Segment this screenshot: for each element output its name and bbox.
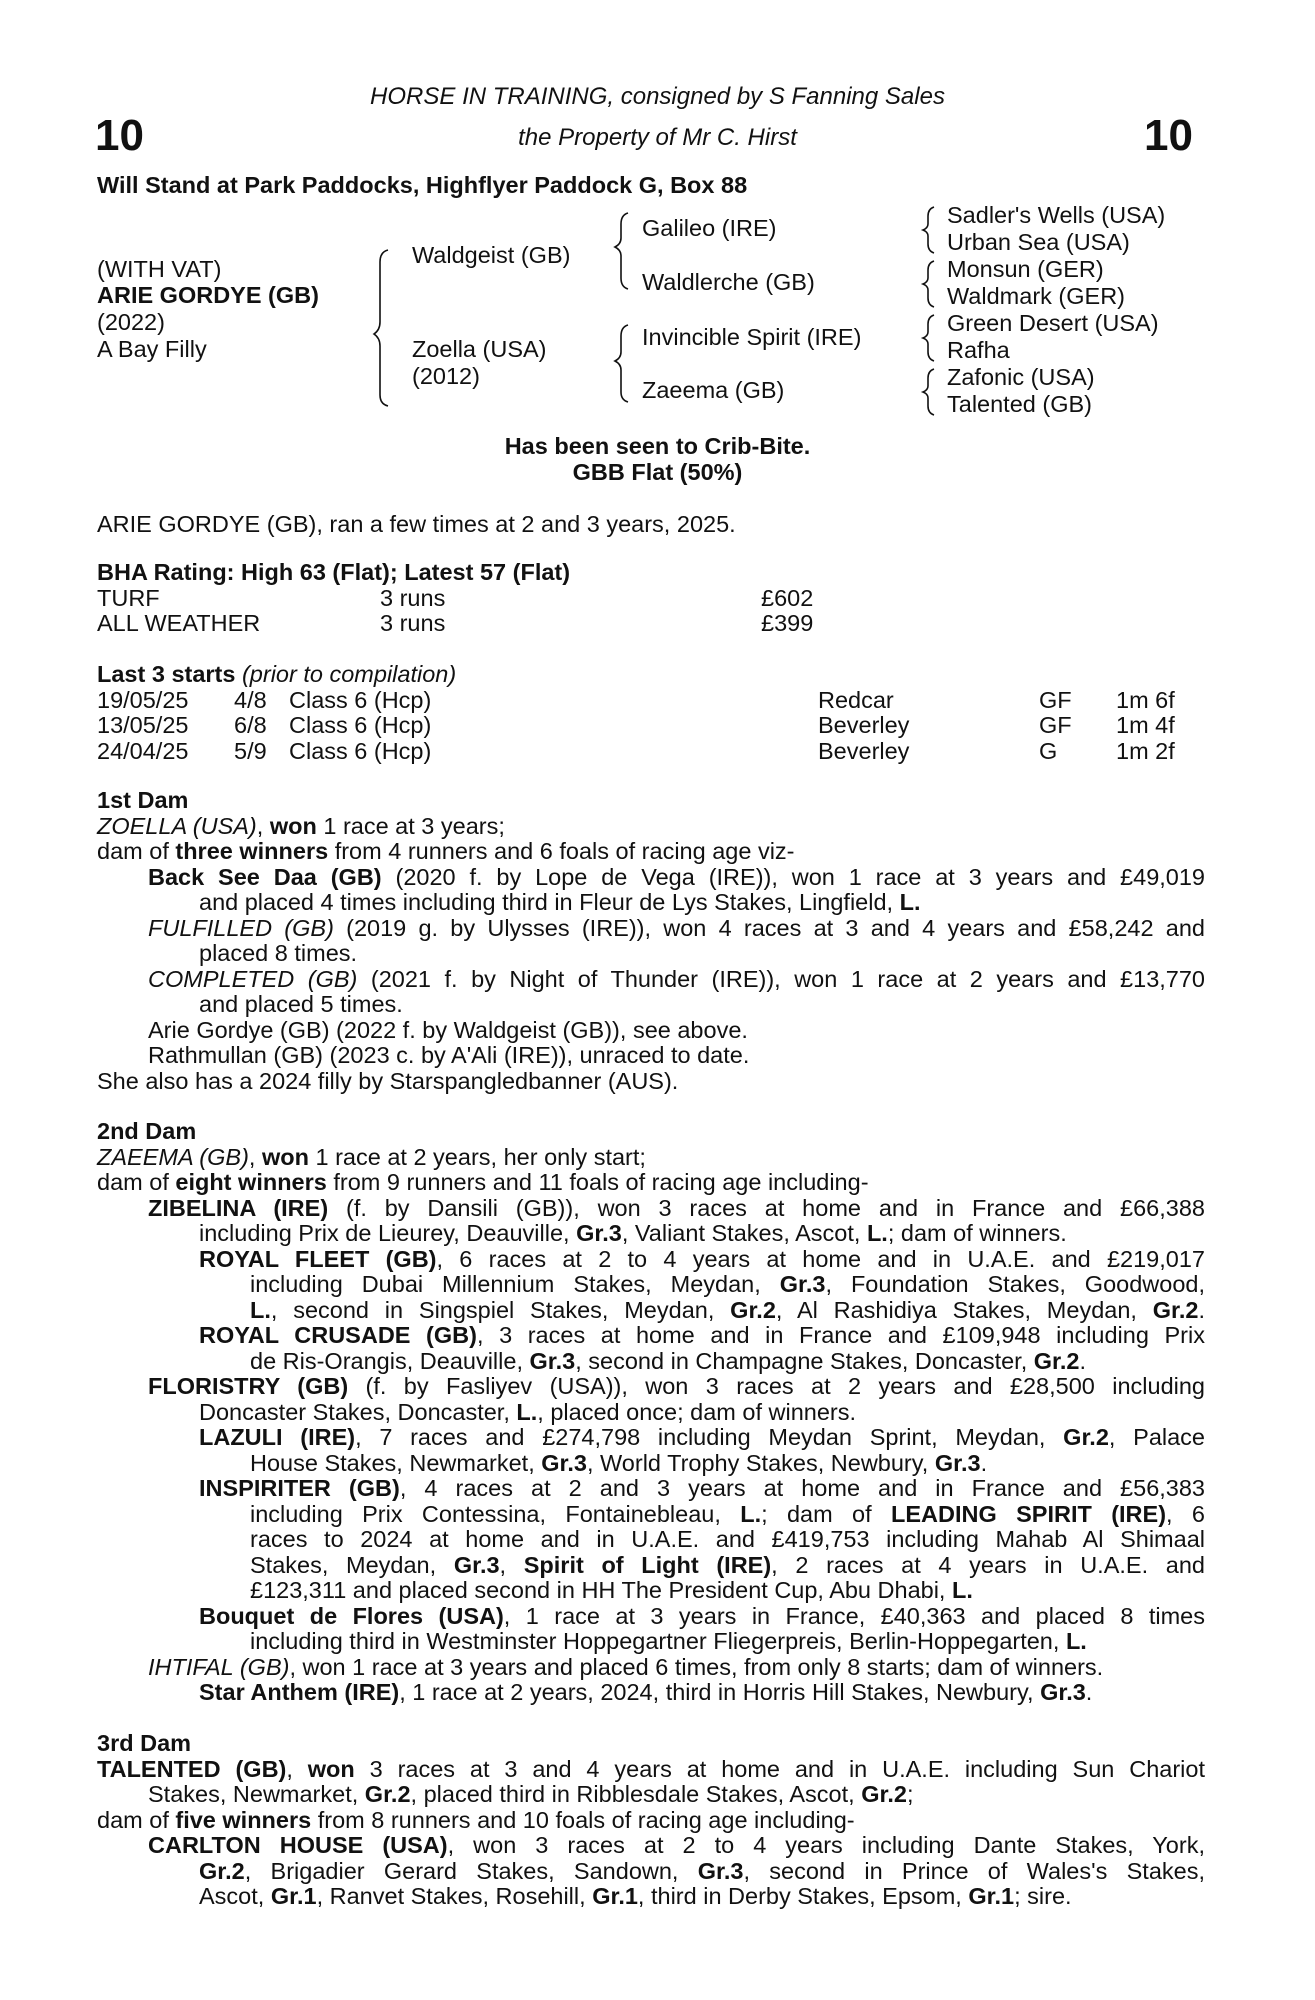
- ancestor-4: Waldmark (GER): [947, 283, 1125, 309]
- progeny-1-text-2: and placed 4 times including third in Fleur de Lys Stakes, Lingfield,: [199, 889, 900, 915]
- inspiriter-text-1: , 4 races at 2 and 3 years at home and in France and £56,383: [399, 1475, 1206, 1501]
- lazuli-text-2e: .: [980, 1449, 988, 1476]
- carlton-text-2b: , Brigadier Gerard Stakes, Sandown,: [244, 1857, 698, 1884]
- bouquet-text-1: , 1 race at 3 years in France, £40,363 and placed 8 times: [503, 1602, 1205, 1629]
- start-dist-2: 1m 4f: [1116, 712, 1175, 738]
- third-dam-heading: 3rd Dam: [97, 1730, 192, 1756]
- start-going-2: GF: [1039, 712, 1072, 738]
- first-dam-record: 1 race at 3 years;: [316, 812, 505, 839]
- floristry-text-2a: Doncaster Stakes, Doncaster,: [199, 1398, 517, 1425]
- lazuli-text-1c: , Palace: [1108, 1424, 1205, 1450]
- start-class-1: Class 6 (Hcp): [289, 687, 432, 713]
- lazuli-grade-1: Gr.2: [1063, 1424, 1109, 1450]
- star-anthem-grade: Gr.3: [1040, 1679, 1086, 1705]
- spirit-of-light-name: Spirit of Light (IRE): [523, 1551, 772, 1578]
- crib-note: Has been seen to Crib-Bite.: [504, 433, 811, 459]
- lazuli-grade-2: Gr.3: [541, 1449, 587, 1476]
- start-date-1: 19/05/25: [97, 687, 189, 713]
- progeny-1-name: Back See Daa (GB): [148, 863, 382, 890]
- third-dam-foals: from 8 runners and 10 foals of racing age including-: [311, 1806, 855, 1833]
- royal-fleet-line-3: [97, 1298, 1205, 1324]
- ancestor-3: Monsun (GER): [947, 256, 1104, 282]
- start-date-3: 24/04/25: [97, 738, 189, 764]
- inspiriter-text-3: races to 2024 at home and in U.A.E. and £419,753 including Mahab Al Shimaal: [250, 1526, 1205, 1552]
- lazuli-text-2c: , World Trophy Stakes, Newbury,: [586, 1449, 935, 1476]
- ancestor-5: Green Desert (USA): [947, 310, 1159, 336]
- royal-fleet-line-2: [97, 1272, 1205, 1298]
- second-dam-record: 1 race at 2 years, her only start;: [308, 1143, 646, 1170]
- carlton-line-1: [97, 1833, 1205, 1859]
- ihtifal-name: IHTIFAL (GB): [148, 1653, 290, 1680]
- second-dam-heading: 2nd Dam: [97, 1118, 197, 1144]
- zibelina-text-2e: ; dam of winners.: [887, 1220, 1067, 1246]
- carlton-grade-3: Gr.1: [270, 1883, 317, 1909]
- royal-crusade-grade-1: Gr.3: [529, 1347, 576, 1374]
- inspiriter-grade-3: L.: [952, 1577, 973, 1603]
- royal-fleet-name: ROYAL FLEET (GB): [199, 1245, 437, 1272]
- carlton-text-1: , won 3 races at 2 to 4 years including Dante Stakes, York,: [447, 1832, 1205, 1858]
- royal-crusade-grade-2: Gr.2: [1033, 1347, 1080, 1374]
- second-dam-name: ZAEEMA (GB): [97, 1143, 249, 1170]
- inspiriter-text-5a: £123,311 and placed second in HH The President Cup, Abu Dhabi,: [250, 1577, 952, 1603]
- inspiriter-line-1: [97, 1476, 1205, 1502]
- dam-year: (2012): [412, 363, 480, 389]
- rating-runs-aw: 3 runs: [380, 610, 446, 636]
- royal-fleet-grade-3: Gr.2: [730, 1296, 776, 1323]
- bouquet-grade: L.: [1065, 1628, 1087, 1654]
- progeny-3-text-2: and placed 5 times.: [199, 991, 403, 1017]
- progeny-4: Arie Gordye (GB) (2022 f. by Waldgeist (GB)), see above.: [148, 1016, 748, 1043]
- second-dam-foals: from 9 runners and 11 foals of racing age including-: [326, 1169, 869, 1195]
- royal-fleet-text-3d: , Al Rashidiya Stakes, Meydan,: [775, 1296, 1153, 1323]
- first-dam-section: [97, 788, 1205, 1094]
- carlton-text-3e: , third in Derby Stakes, Epsom,: [637, 1883, 969, 1909]
- zibelina-text-2c: , Valiant Stakes, Ascot,: [621, 1220, 867, 1246]
- lazuli-name: LAZULI (IRE): [199, 1424, 356, 1450]
- royal-crusade-text-2e: .: [1079, 1347, 1087, 1374]
- royal-fleet-text-1: , 6 races at 2 to 4 years at home and in U.A.E. and £219,017: [436, 1245, 1205, 1272]
- lazuli-line-1: [97, 1425, 1205, 1451]
- royal-crusade-text-1: , 3 races at home and in France and £109,948 including Prix: [476, 1322, 1205, 1348]
- start-going-3: G: [1039, 738, 1058, 764]
- progeny-1-line-1: [97, 865, 1205, 891]
- third-dam-text-2c: , placed third in Ribblesdale Stakes, Ascot,: [410, 1781, 862, 1807]
- royal-fleet-line-1: [97, 1247, 1205, 1273]
- carlton-line-3: [97, 1884, 1205, 1910]
- star-anthem-line: [97, 1680, 1205, 1706]
- first-dam-foals: from 4 runners and 6 foals of racing age viz-: [328, 838, 795, 864]
- lot-number-right: 10: [1144, 111, 1193, 160]
- ancestor-7: Zafonic (USA): [947, 364, 1095, 390]
- inspiriter-grade-1: L.: [740, 1500, 762, 1527]
- first-dam-heading: 1st Dam: [97, 787, 189, 813]
- race-summary: ARIE GORDYE (GB), ran a few times at 2 and 3 years, 2025.: [97, 511, 736, 537]
- third-dam-text-1: 3 races at 3 and 4 years at home and in U.A.E. including Sun Chariot: [354, 1755, 1205, 1782]
- third-dam-comma: ,: [286, 1755, 308, 1782]
- floristry-text-1: (f. by Fasliyev (USA)), won 3 races at 2 years and £28,500 including: [348, 1373, 1205, 1399]
- horse-name: ARIE GORDYE (GB): [97, 282, 319, 308]
- first-dam-won: won: [269, 812, 317, 839]
- star-anthem-text-c: .: [1085, 1679, 1093, 1705]
- consignor-line: HORSE IN TRAINING, consigned by S Fanning Sales: [370, 83, 945, 110]
- ihtifal-text: , won 1 race at 3 years and placed 6 times, from only 8 starts; dam of winners.: [289, 1653, 1104, 1680]
- royal-crusade-line-1: [97, 1323, 1205, 1349]
- bouquet-name: Bouquet de Flores (USA): [199, 1602, 504, 1629]
- leading-spirit-name: LEADING SPIRIT (IRE): [891, 1500, 1167, 1527]
- carlton-text-3c: , Ranvet Stakes, Rosehill,: [316, 1883, 593, 1909]
- start-dist-1: 1m 6f: [1116, 687, 1175, 713]
- star-anthem-text-a: , 1 race at 2 years, 2024, third in Horris Hill Stakes, Newbury,: [399, 1679, 1041, 1705]
- bouquet-line-1: [97, 1604, 1205, 1630]
- rating-prize-aw: £399: [761, 610, 814, 636]
- second-dam-damof: dam of: [97, 1169, 176, 1195]
- dam-dam: Zaeema (GB): [642, 377, 785, 403]
- inspiriter-name: INSPIRITER (GB): [199, 1475, 400, 1501]
- royal-fleet-grade-1: Gr.3: [779, 1271, 826, 1297]
- ancestor-8: Talented (GB): [947, 391, 1092, 417]
- third-dam-winners: five winners: [175, 1806, 312, 1833]
- inspiriter-text-4a: Stakes, Meydan,: [250, 1551, 454, 1578]
- bha-rating-title: BHA Rating: High 63 (Flat); Latest 57 (Flat): [97, 559, 571, 585]
- ancestor-2: Urban Sea (USA): [947, 229, 1130, 255]
- carlton-grade-1: Gr.2: [199, 1857, 245, 1884]
- floristry-line-2: [97, 1400, 1205, 1426]
- bouquet-text-2a: including third in Westminster Hoppegartner Fliegerpreis, Berlin-Hoppegarten,: [250, 1628, 1066, 1654]
- floristry-text-2c: , placed once; dam of winners.: [537, 1398, 857, 1425]
- progeny-2-line-1: [97, 916, 1205, 942]
- third-dam-text-2a: Stakes, Newmarket,: [148, 1781, 365, 1807]
- lazuli-grade-3: Gr.3: [934, 1449, 981, 1476]
- royal-crusade-text-2a: de Ris-Orangis, Deauville,: [250, 1347, 530, 1374]
- royal-crusade-name: ROYAL CRUSADE (GB): [199, 1322, 477, 1348]
- zibelina-name: ZIBELINA (IRE): [148, 1194, 329, 1221]
- royal-crusade-line-2: [97, 1349, 1205, 1375]
- horse-description: A Bay Filly: [97, 336, 207, 362]
- rating-surface-aw: ALL WEATHER: [97, 610, 261, 636]
- third-dam-section: [97, 1731, 1205, 1910]
- progeny-6: She also has a 2024 filly by Starspangledbanner (AUS).: [97, 1067, 679, 1094]
- second-dam-comma: ,: [248, 1143, 262, 1170]
- floristry-name: FLORISTRY (GB): [148, 1373, 349, 1399]
- start-pos-3: 5/9: [234, 738, 267, 764]
- third-dam-text-2e: ;: [906, 1781, 914, 1807]
- inspiriter-line-5: [97, 1578, 1205, 1604]
- first-dam-name: ZOELLA (USA): [97, 812, 257, 839]
- start-course-1: Redcar: [818, 687, 894, 713]
- dam-name: Zoella (USA): [412, 336, 547, 362]
- royal-fleet-grade-4: Gr.2: [1152, 1296, 1199, 1323]
- rating-prize-turf: £602: [761, 585, 814, 611]
- location-line: Will Stand at Park Paddocks, Highflyer Paddock G, Box 88: [97, 172, 748, 198]
- start-dist-3: 1m 2f: [1116, 738, 1175, 764]
- sire-dam: Waldlerche (GB): [642, 269, 815, 295]
- start-pos-2: 6/8: [234, 712, 267, 738]
- royal-fleet-text-3f: .: [1198, 1296, 1205, 1323]
- third-dam-name: TALENTED (GB): [97, 1755, 287, 1782]
- zibelina-grade-1: Gr.3: [576, 1220, 622, 1246]
- royal-fleet-text-2c: , Foundation Stakes, Goodwood,: [825, 1271, 1206, 1297]
- floristry-grade: L.: [516, 1398, 538, 1425]
- first-dam-comma: ,: [256, 812, 270, 839]
- carlton-text-2d: , second in Prince of Wales's Stakes,: [743, 1857, 1205, 1884]
- second-dam-section: [97, 1119, 1205, 1706]
- first-dam-damof: dam of: [97, 838, 176, 864]
- inspiriter-line-2: [97, 1502, 1205, 1528]
- start-class-3: Class 6 (Hcp): [289, 738, 432, 764]
- carlton-text-3a: Ascot,: [199, 1883, 271, 1909]
- inspiriter-text-4e: , 2 races at 4 years in U.A.E. and: [771, 1551, 1205, 1578]
- vat-note: (WITH VAT): [97, 256, 222, 282]
- inspiriter-text-2e: , 6: [1166, 1500, 1205, 1527]
- lot-number-left: 10: [95, 111, 144, 160]
- third-dam-line-2: [97, 1782, 1205, 1808]
- progeny-3-text-1: (2021 f. by Night of Thunder (IRE)), won 1 race at 2 years and £13,770: [357, 965, 1205, 992]
- start-date-2: 13/05/25: [97, 712, 189, 738]
- progeny-1-line-2: [97, 890, 1205, 916]
- bouquet-line-2: [97, 1629, 1205, 1655]
- lazuli-text-2a: House Stakes, Newmarket,: [250, 1449, 542, 1476]
- carlton-grade-2: Gr.3: [697, 1857, 744, 1884]
- carlton-grade-4: Gr.1: [592, 1883, 638, 1909]
- start-going-1: GF: [1039, 687, 1072, 713]
- zibelina-line-2: [97, 1221, 1205, 1247]
- carlton-house-name: CARLTON HOUSE (USA): [148, 1832, 448, 1858]
- progeny-2-text-2: placed 8 times.: [199, 940, 358, 966]
- floristry-line-1: [97, 1374, 1205, 1400]
- third-dam-grade-1: Gr.2: [364, 1781, 411, 1807]
- last-starts-title: [97, 662, 456, 688]
- zibelina-text-2a: including Prix de Lieurey, Deauville,: [199, 1220, 577, 1246]
- start-course-3: Beverley: [818, 738, 910, 764]
- lazuli-text-1a: , 7 races and £274,798 including Meydan Sprint, Meydan,: [355, 1424, 1064, 1450]
- ancestor-6: Rafha: [947, 337, 1010, 363]
- progeny-3-name: COMPLETED (GB): [148, 965, 358, 992]
- progeny-2-name: FULFILLED (GB): [148, 914, 334, 941]
- carlton-line-2: [97, 1859, 1205, 1885]
- last-starts-note: (prior to compilation): [241, 661, 457, 687]
- inspiriter-line-4: [97, 1553, 1205, 1579]
- carlton-grade-5: Gr.1: [968, 1883, 1015, 1909]
- royal-fleet-grade-2: L.: [250, 1296, 271, 1323]
- royal-fleet-text-2a: including Dubai Millennium Stakes, Meydan,: [250, 1271, 780, 1297]
- property-line: the Property of Mr C. Hirst: [518, 124, 797, 151]
- progeny-1-grade: L.: [899, 889, 921, 915]
- progeny-1-text-1: (2020 f. by Lope de Vega (IRE)), won 1 race at 3 years and £49,019: [381, 863, 1206, 890]
- progeny-3-line-1: [97, 967, 1205, 993]
- ancestor-1: Sadler's Wells (USA): [947, 202, 1166, 228]
- lazuli-line-2: [97, 1451, 1205, 1477]
- zibelina-text-1: (f. by Dansili (GB)), won 3 races at home and in France and £66,388: [328, 1194, 1205, 1221]
- sire-name: Waldgeist (GB): [412, 242, 571, 268]
- rating-surface-turf: TURF: [97, 585, 160, 611]
- first-dam-winners: three winners: [175, 838, 329, 864]
- progeny-5: Rathmullan (GB) (2023 c. by A'Ali (IRE)), unraced to date.: [148, 1042, 750, 1068]
- carlton-text-3g: ; sire.: [1014, 1883, 1072, 1909]
- start-course-2: Beverley: [818, 712, 910, 738]
- start-pos-1: 4/8: [234, 687, 267, 713]
- gbb-note: GBB Flat (50%): [572, 459, 743, 485]
- inspiriter-text-4c: ,: [499, 1551, 524, 1578]
- third-dam-damof: dam of: [97, 1806, 176, 1833]
- dam-sire: Invincible Spirit (IRE): [642, 324, 862, 350]
- inspiriter-text-2c: ; dam of: [761, 1500, 892, 1527]
- zibelina-grade-2: L.: [866, 1220, 888, 1246]
- inspiriter-grade-2: Gr.3: [453, 1551, 500, 1578]
- second-dam-won: won: [261, 1143, 309, 1170]
- third-dam-line-1: [97, 1757, 1205, 1783]
- ihtifal-line: [97, 1655, 1205, 1681]
- zibelina-line-1: [97, 1196, 1205, 1222]
- horse-year: (2022): [97, 309, 165, 335]
- last-starts-label: Last 3 starts: [97, 661, 236, 687]
- progeny-2-text-1: (2019 g. by Ulysses (IRE)), won 4 races at 3 and 4 years and £58,242 and: [333, 914, 1205, 941]
- start-class-2: Class 6 (Hcp): [289, 712, 432, 738]
- royal-crusade-text-2c: , second in Champagne Stakes, Doncaster,: [575, 1347, 1034, 1374]
- royal-fleet-text-3b: , second in Singspiel Stakes, Meydan,: [270, 1296, 731, 1323]
- third-dam-won: won: [307, 1755, 355, 1782]
- second-dam-winners: eight winners: [175, 1169, 327, 1195]
- rating-runs-turf: 3 runs: [380, 585, 446, 611]
- sire-sire: Galileo (IRE): [642, 215, 777, 241]
- inspiriter-text-2a: including Prix Contessina, Fontainebleau,: [250, 1500, 741, 1527]
- third-dam-grade-2: Gr.2: [861, 1781, 907, 1807]
- star-anthem-name: Star Anthem (IRE): [199, 1679, 400, 1705]
